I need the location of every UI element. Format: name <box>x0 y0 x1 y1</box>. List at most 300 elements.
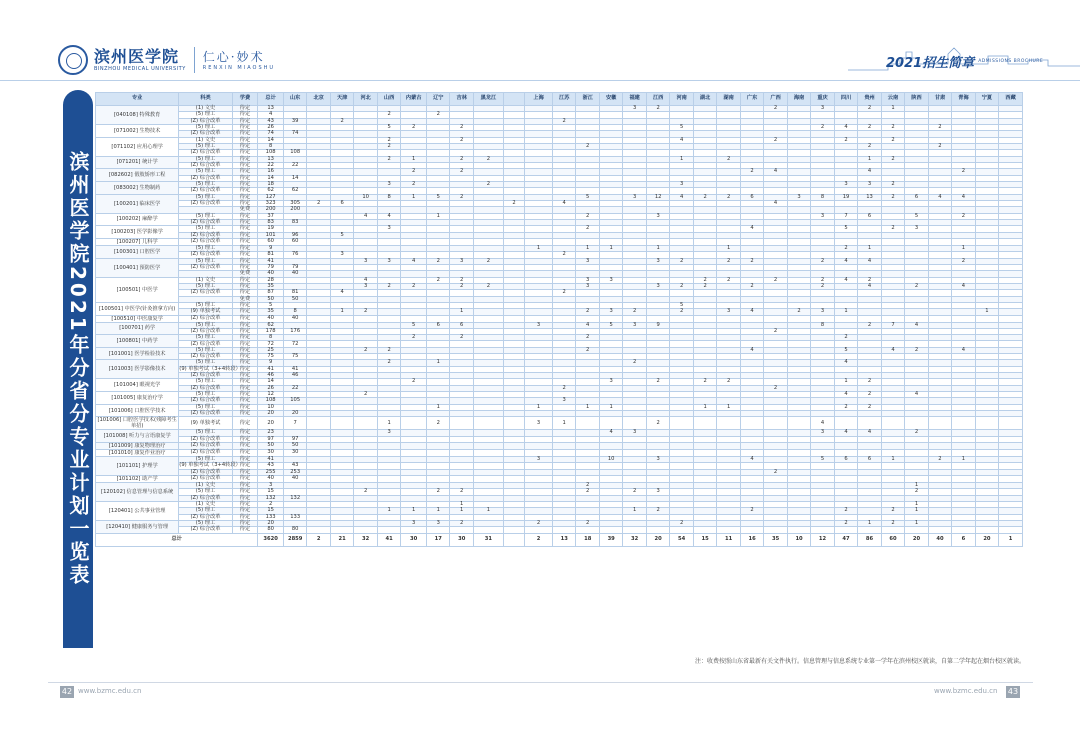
table-cell: 2 <box>401 181 427 187</box>
table-cell: 待定 <box>232 341 258 347</box>
table-cell: 1 <box>525 404 553 410</box>
table-cell: 10 <box>599 457 622 463</box>
table-cell: (5) 理工 <box>179 508 232 514</box>
table-cell: 2 <box>834 137 857 143</box>
table-cell: 16 <box>258 169 284 175</box>
table-cell: 2 <box>646 508 669 514</box>
table-cell: 1 <box>599 404 622 410</box>
table-cell: 待定 <box>232 137 258 143</box>
table-cell <box>646 476 669 483</box>
table-cell: 2 <box>354 392 377 398</box>
table-cell: 1 <box>858 156 881 162</box>
table-cell <box>552 238 575 245</box>
table-cell: 待定 <box>232 258 258 264</box>
table-cell: 80 <box>258 527 284 533</box>
table-cell: 待定 <box>232 226 258 232</box>
table-cell <box>811 443 834 450</box>
table-cell: 4 <box>740 457 763 463</box>
table-cell <box>975 315 998 322</box>
table-cell: (5) 理工 <box>179 194 232 200</box>
table-cell: 6 <box>834 457 857 463</box>
table-cell <box>401 450 427 457</box>
table-cell <box>858 443 881 450</box>
column-header: 广西 <box>764 93 787 106</box>
table-cell: 2 <box>905 489 928 495</box>
table-cell: 待定 <box>232 277 258 283</box>
table-cell: 待定 <box>232 392 258 398</box>
table-cell: 2 <box>881 521 904 527</box>
table-cell: 108 <box>258 398 284 404</box>
table-cell <box>576 443 599 450</box>
table-cell: 2 <box>834 335 857 341</box>
table-cell: 1 <box>623 508 646 514</box>
table-cell: 3 <box>599 277 622 283</box>
column-header: 辽宁 <box>426 93 449 106</box>
table-cell: (5) 理工 <box>179 322 232 328</box>
table-cell: 6 <box>740 194 763 200</box>
table-cell: 5 <box>811 457 834 463</box>
table-cell <box>426 315 449 322</box>
table-cell: 3 <box>646 258 669 264</box>
table-cell: 3 <box>377 181 400 187</box>
table-cell <box>503 443 524 450</box>
table-cell: 3 <box>426 521 449 527</box>
table-cell: 2 <box>473 156 503 162</box>
major-name-cell: [100201] 临床医学 <box>96 194 179 213</box>
table-cell: (Z) 综合改革 <box>179 469 232 475</box>
table-cell: 2 <box>693 283 716 289</box>
column-header <box>503 93 524 106</box>
table-cell <box>473 476 503 483</box>
table-cell: 10 <box>354 194 377 200</box>
table-cell: 1 <box>905 483 928 489</box>
major-name-cell: [083002] 生物制药 <box>96 181 179 194</box>
table-cell: 2 <box>377 137 400 143</box>
table-cell: 40 <box>283 315 306 322</box>
column-header: 陕西 <box>905 93 928 106</box>
major-name-cell: [101006] 口腔医学技术 <box>96 404 179 417</box>
table-cell <box>999 315 1023 322</box>
column-header: 内蒙古 <box>401 93 427 106</box>
table-cell: (Z) 综合改革 <box>179 495 232 501</box>
table-cell: 2 <box>450 277 473 283</box>
table-cell: 62 <box>258 188 284 194</box>
table-cell: 3 <box>717 309 740 315</box>
table-cell: 3 <box>834 181 857 187</box>
total-cell: 1 <box>999 533 1023 546</box>
table-cell: 9 <box>258 245 284 251</box>
motto-cn: 仁心·妙术 <box>202 50 265 64</box>
major-name-cell: [082602] 假肢矫形工程 <box>96 169 179 182</box>
table-cell: 待定 <box>232 213 258 219</box>
table-cell: 35 <box>258 309 284 315</box>
total-cell: 31 <box>473 533 503 546</box>
table-cell <box>307 476 330 483</box>
total-cell: 13 <box>552 533 575 546</box>
table-cell: 46 <box>258 373 284 379</box>
table-cell: 2 <box>881 226 904 232</box>
table-cell: (5) 理工 <box>179 213 232 219</box>
table-cell: 3 <box>377 226 400 232</box>
table-cell: 2 <box>834 245 857 251</box>
table-cell: (Z) 综合改革 <box>179 200 232 206</box>
table-cell: (9) 单独考试（3+4转段） <box>179 462 241 469</box>
table-cell: 3 <box>354 258 377 264</box>
column-header: 贵州 <box>858 93 881 106</box>
table-cell <box>330 476 353 483</box>
table-cell <box>623 417 646 430</box>
table-cell <box>473 443 503 450</box>
table-cell: (Z) 综合改革 <box>179 150 232 156</box>
table-cell: 14 <box>283 175 306 181</box>
table-cell <box>670 315 693 322</box>
table-cell: 2 <box>764 106 787 112</box>
table-cell: 2 <box>740 283 763 289</box>
table-cell: 1 <box>330 309 353 315</box>
table-cell: 41 <box>283 366 306 372</box>
column-header: 青海 <box>952 93 975 106</box>
table-cell <box>905 238 928 245</box>
table-cell: 28 <box>258 277 284 283</box>
total-cell: 15 <box>693 533 716 546</box>
table-cell: 75 <box>283 354 306 360</box>
table-cell <box>354 238 377 245</box>
table-cell: 3 <box>576 258 599 264</box>
table-cell: 4 <box>952 194 975 200</box>
table-cell <box>905 443 928 450</box>
table-cell: 2 <box>928 457 951 463</box>
table-cell: 1 <box>450 502 473 508</box>
column-header: 山东 <box>283 93 306 106</box>
table-cell: 5 <box>576 194 599 200</box>
table-cell: 2 <box>881 137 904 143</box>
table-cell: 80 <box>283 527 306 533</box>
table-cell: (5) 理工 <box>179 457 232 463</box>
table-cell <box>599 476 622 483</box>
major-name-cell: [101101] 护理学 <box>96 457 179 476</box>
table-cell: 133 <box>283 514 306 520</box>
table-cell <box>740 315 763 322</box>
table-cell: 4 <box>952 347 975 353</box>
table-cell: 待定 <box>232 106 258 112</box>
column-header: 西藏 <box>999 93 1023 106</box>
brochure-year-title: 2021招生简章 <box>886 56 975 71</box>
table-cell <box>858 417 881 430</box>
table-cell: (1) 文史 <box>179 483 232 489</box>
major-name-cell: [100203] 医学影像学 <box>96 226 179 239</box>
table-cell <box>881 238 904 245</box>
table-cell: 200 <box>258 207 284 213</box>
table-cell: (5) 理工 <box>179 124 232 130</box>
table-cell <box>787 450 810 457</box>
table-cell <box>646 443 669 450</box>
table-cell: (5) 理工 <box>179 245 232 251</box>
table-cell: (5) 理工 <box>179 169 232 175</box>
table-cell <box>552 443 575 450</box>
table-cell: 50 <box>283 296 306 302</box>
total-cell: 2 <box>307 533 330 546</box>
table-cell: 1 <box>717 245 740 251</box>
major-name-cell: [100301] 口腔医学 <box>96 245 179 258</box>
table-cell <box>975 476 998 483</box>
table-cell <box>717 476 740 483</box>
table-cell: 2 <box>858 106 881 112</box>
table-cell: 2 <box>952 213 975 219</box>
table-cell <box>307 450 330 457</box>
table-cell: 待定 <box>232 245 258 251</box>
table-cell: 4 <box>354 213 377 219</box>
table-cell: 7 <box>283 417 306 430</box>
table-cell: 26 <box>258 385 284 391</box>
table-cell: 待定 <box>232 290 258 296</box>
table-row <box>96 417 1023 430</box>
table-cell: (5) 理工 <box>179 392 232 398</box>
table-cell <box>787 476 810 483</box>
major-name-cell: [071201] 统计学 <box>96 156 179 169</box>
table-cell: 15 <box>258 508 284 514</box>
table-cell: 免费 <box>232 296 258 302</box>
table-cell <box>450 476 473 483</box>
table-cell <box>503 315 524 322</box>
table-cell: (1) 文史 <box>179 106 232 112</box>
table-cell <box>999 417 1023 430</box>
table-cell <box>623 238 646 245</box>
table-cell: 待定 <box>232 502 258 508</box>
table-cell: 3 <box>646 489 669 495</box>
table-cell: 2 <box>401 283 427 289</box>
table-cell: 323 <box>258 200 284 206</box>
table-cell: 1 <box>401 156 427 162</box>
major-name-cell: [100801] 中药学 <box>96 335 179 348</box>
page-number-right: 43 <box>1007 687 1019 696</box>
major-name-cell: [101008] 听力与言语康复学 <box>96 430 179 443</box>
table-cell: 4 <box>858 169 881 175</box>
table-cell <box>999 238 1023 245</box>
table-cell: 待定 <box>232 175 258 181</box>
table-cell: 12 <box>258 392 284 398</box>
table-cell: 3 <box>525 457 553 463</box>
table-cell: (5) 理工 <box>179 226 232 232</box>
table-cell: (5) 理工 <box>179 112 232 118</box>
table-cell: 待定 <box>232 150 258 156</box>
table-cell: 4 <box>905 392 928 398</box>
major-name-cell: [100202] 麻醉学 <box>96 213 179 226</box>
table-cell: 2 <box>377 283 400 289</box>
table-cell: (9) 单独考试 <box>179 309 232 315</box>
table-cell: 2 <box>552 385 575 391</box>
table-cell <box>599 315 622 322</box>
table-cell: 2 <box>834 404 857 410</box>
table-cell: 6 <box>858 213 881 219</box>
table-cell: 2 <box>646 106 669 112</box>
table-cell: 3 <box>377 430 400 436</box>
table-cell: 2 <box>834 521 857 527</box>
table-cell <box>764 238 787 245</box>
table-cell: 3 <box>552 398 575 404</box>
table-cell: 8 <box>811 194 834 200</box>
table-cell: 2 <box>740 169 763 175</box>
total-cell: 3620 <box>258 533 284 546</box>
table-cell: 1 <box>905 502 928 508</box>
table-cell: 2 <box>623 309 646 315</box>
major-name-cell: [100207] 儿科学 <box>96 238 179 245</box>
major-name-cell: [101005] 康复治疗学 <box>96 392 179 405</box>
table-cell: 83 <box>283 219 306 225</box>
table-cell: 2 <box>764 137 787 143</box>
table-cell: 待定 <box>232 169 258 175</box>
table-cell: 8 <box>258 335 284 341</box>
table-cell: (5) 理工 <box>179 181 232 187</box>
table-cell: 39 <box>283 118 306 124</box>
table-cell: 41 <box>258 258 284 264</box>
table-cell: 8 <box>377 194 400 200</box>
table-cell: (5) 理工 <box>179 521 232 527</box>
university-name-cn: 滨州医学院 <box>94 47 180 66</box>
total-cell: 41 <box>377 533 400 546</box>
table-cell <box>740 443 763 450</box>
table-cell: (5) 理工 <box>179 379 232 385</box>
table-cell: 待定 <box>232 188 258 194</box>
table-cell <box>905 315 928 322</box>
table-cell <box>525 315 553 322</box>
table-cell <box>999 476 1023 483</box>
table-cell <box>787 417 810 430</box>
table-cell: 72 <box>258 341 284 347</box>
table-cell: 20 <box>258 411 284 417</box>
table-cell: 6 <box>330 200 353 206</box>
table-cell: 2 <box>881 181 904 187</box>
table-cell <box>905 450 928 457</box>
table-cell: 待定 <box>232 398 258 404</box>
table-cell: 待定 <box>232 322 258 328</box>
table-cell: 87 <box>258 290 284 296</box>
total-label: 总计 <box>96 533 258 546</box>
table-cell: 2 <box>473 258 503 264</box>
total-cell: 40 <box>928 533 951 546</box>
table-cell: 2 <box>623 360 646 366</box>
table-cell: 3 <box>354 283 377 289</box>
table-cell: 1 <box>552 417 575 430</box>
table-cell <box>811 476 834 483</box>
table-cell: 2 <box>764 385 787 391</box>
table-cell: (5) 理工 <box>179 404 232 410</box>
total-cell: 17 <box>426 533 449 546</box>
table-cell <box>811 238 834 245</box>
table-cell <box>354 476 377 483</box>
table-cell: 3 <box>670 181 693 187</box>
table-cell: 2 <box>670 283 693 289</box>
table-cell: 20 <box>258 417 284 430</box>
table-cell <box>401 417 427 430</box>
table-cell <box>670 476 693 483</box>
table-cell <box>717 417 740 430</box>
table-cell: 1 <box>646 245 669 251</box>
table-cell: 4 <box>401 258 427 264</box>
side-title-bar <box>63 90 93 648</box>
table-cell: 83 <box>258 219 284 225</box>
table-cell: 待定 <box>232 527 258 533</box>
table-cell: 4 <box>905 322 928 328</box>
table-cell: 2 <box>858 404 881 410</box>
table-cell: (Z) 综合改革 <box>179 162 232 168</box>
table-cell: 2 <box>787 309 810 315</box>
table-cell: 2 <box>717 277 740 283</box>
table-cell: 35 <box>258 283 284 289</box>
table-row <box>96 476 1023 483</box>
major-name-cell: [040108] 特殊教育 <box>96 106 179 125</box>
column-header: 福建 <box>623 93 646 106</box>
table-cell: 40 <box>258 476 284 483</box>
table-cell: 3 <box>646 213 669 219</box>
column-header: 黑龙江 <box>473 93 503 106</box>
table-cell: 2 <box>426 277 449 283</box>
table-cell: 1 <box>401 194 427 200</box>
table-cell: 5 <box>377 124 400 130</box>
table-cell: 2 <box>905 347 928 353</box>
table-cell: 2 <box>623 489 646 495</box>
table-cell: 3 <box>599 309 622 315</box>
table-cell <box>552 450 575 457</box>
table-cell <box>764 476 787 483</box>
table-cell: (Z) 综合改革 <box>179 385 232 391</box>
table-cell: 3 <box>646 283 669 289</box>
table-cell: 43 <box>283 463 306 469</box>
table-cell <box>307 315 330 322</box>
table-cell: 2 <box>952 258 975 264</box>
table-cell: 60 <box>283 238 306 245</box>
table-cell: 14 <box>258 137 284 143</box>
table-cell: 2 <box>764 469 787 475</box>
table-cell: 2 <box>881 156 904 162</box>
table-cell: 2 <box>717 379 740 385</box>
table-cell: 200 <box>283 207 306 213</box>
table-cell: 14 <box>258 379 284 385</box>
table-cell <box>503 238 524 245</box>
table-cell: 108 <box>258 150 284 156</box>
table-cell: 41 <box>258 457 284 463</box>
total-cell: 60 <box>881 533 904 546</box>
table-cell: 4 <box>552 200 575 206</box>
table-header-row <box>96 93 1023 106</box>
table-cell: 待定 <box>232 162 258 168</box>
table-cell: (5) 理工 <box>179 430 232 436</box>
table-cell <box>377 238 400 245</box>
table-cell <box>426 443 449 450</box>
page-number-left: 42 <box>61 687 73 696</box>
column-header: 北京 <box>307 93 330 106</box>
major-name-cell: [101102] 助产学 <box>96 476 179 483</box>
table-cell: 待定 <box>232 430 258 436</box>
table-cell: 待定 <box>232 443 258 450</box>
column-header: 河北 <box>354 93 377 106</box>
table-cell: 37 <box>258 213 284 219</box>
table-cell: 2 <box>858 124 881 130</box>
table-cell: 19 <box>258 226 284 232</box>
table-cell: 18 <box>258 181 284 187</box>
table-cell: (Z) 综合改革 <box>179 232 232 238</box>
table-cell <box>450 450 473 457</box>
table-cell: 2 <box>811 283 834 289</box>
table-cell: 30 <box>283 450 306 457</box>
table-cell <box>401 238 427 245</box>
table-cell <box>503 417 524 430</box>
table-cell: 4 <box>811 417 834 430</box>
table-cell <box>473 238 503 245</box>
table-cell: 76 <box>283 252 306 258</box>
table-cell: 74 <box>258 131 284 137</box>
table-cell: 2 <box>450 335 473 341</box>
table-cell <box>905 417 928 430</box>
